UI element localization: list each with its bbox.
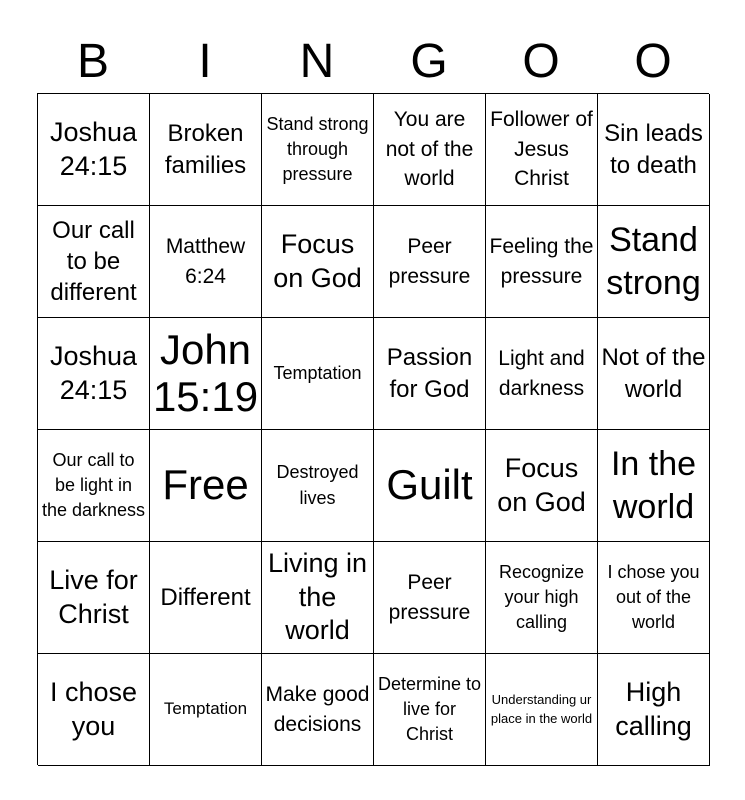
bingo-cell[interactable] xyxy=(374,94,486,206)
header-letter: B xyxy=(76,35,109,88)
cell-text: Stand strong xyxy=(606,221,701,302)
cell-text: Living in the world xyxy=(267,547,368,646)
bingo-cell[interactable] xyxy=(150,206,262,318)
cell-text: Understanding ur place in the world xyxy=(490,692,593,726)
cell-text: Guilt xyxy=(386,461,473,509)
bingo-cell[interactable] xyxy=(486,430,598,542)
header-letter: O xyxy=(522,35,560,88)
cell-text: John 15:19 xyxy=(152,326,259,420)
cell-text: Temptation xyxy=(273,362,362,383)
bingo-cell[interactable] xyxy=(150,654,262,766)
bingo-cell[interactable] xyxy=(262,654,374,766)
cell-text: Our call to be light in the darkness xyxy=(41,449,146,521)
cell-text: You are not of the world xyxy=(385,108,474,191)
cell-text: Light and darkness xyxy=(498,347,585,400)
cell-text: Different xyxy=(160,583,251,611)
cell-text: Joshua 24:15 xyxy=(49,340,138,405)
bingo-cell[interactable] xyxy=(598,542,710,654)
cell-text: Our call to be different xyxy=(50,216,137,307)
bingo-cell[interactable] xyxy=(598,206,710,318)
cell-text: Focus on God xyxy=(497,452,586,517)
cell-text: I chose you out of the world xyxy=(607,561,700,633)
header-letter: G xyxy=(410,35,448,88)
cell-text: Matthew 6:24 xyxy=(165,235,246,288)
bingo-cell[interactable] xyxy=(598,318,710,430)
bingo-cell[interactable] xyxy=(598,430,710,542)
cell-text: Determine to live for Christ xyxy=(377,673,482,745)
bingo-cell[interactable] xyxy=(374,318,486,430)
cell-text: In the world xyxy=(610,445,697,526)
header-letter: N xyxy=(299,35,335,88)
bingo-cell[interactable] xyxy=(374,542,486,654)
bingo-header xyxy=(37,30,709,94)
bingo-cell[interactable] xyxy=(38,542,150,654)
bingo-cell[interactable] xyxy=(486,654,598,766)
cell-text: Follower of Jesus Christ xyxy=(490,108,593,191)
bingo-cell[interactable] xyxy=(262,206,374,318)
cell-text: Passion for God xyxy=(386,344,473,403)
bingo-cell[interactable] xyxy=(262,430,374,542)
bingo-cell[interactable] xyxy=(374,206,486,318)
bingo-cell[interactable] xyxy=(38,206,150,318)
bingo-cell[interactable] xyxy=(262,542,374,654)
cell-text: Not of the world xyxy=(601,344,706,403)
bingo-cell[interactable] xyxy=(486,94,598,206)
bingo-cell[interactable] xyxy=(150,430,262,542)
bingo-cell[interactable] xyxy=(150,542,262,654)
cell-text: Sin leads to death xyxy=(604,120,703,179)
header-letter: O xyxy=(634,35,672,88)
bingo-cell[interactable] xyxy=(38,94,150,206)
cell-text: Free xyxy=(162,461,249,509)
cell-text: Peer pressure xyxy=(388,235,471,288)
cell-text: Joshua 24:15 xyxy=(49,116,138,181)
bingo-cell[interactable] xyxy=(374,654,486,766)
cell-text: High calling xyxy=(615,676,692,741)
bingo-cell[interactable] xyxy=(598,654,710,766)
bingo-cell[interactable] xyxy=(486,542,598,654)
bingo-cell[interactable] xyxy=(150,94,262,206)
bingo-cell[interactable] xyxy=(150,318,262,430)
bingo-cell[interactable] xyxy=(598,94,710,206)
bingo-cell[interactable] xyxy=(262,318,374,430)
bingo-cell[interactable] xyxy=(38,430,150,542)
bingo-cell[interactable] xyxy=(374,430,486,542)
cell-text: Make good decisions xyxy=(265,683,370,736)
bingo-cell[interactable] xyxy=(38,654,150,766)
bingo-cell[interactable] xyxy=(486,206,598,318)
cell-text: Recognize your high calling xyxy=(498,561,585,633)
cell-text: Live for Christ xyxy=(49,564,138,629)
cell-text: Destroyed lives xyxy=(276,462,359,508)
bingo-cell[interactable] xyxy=(262,94,374,206)
cell-text: Peer pressure xyxy=(388,571,471,624)
bingo-grid xyxy=(37,93,709,765)
bingo-cell[interactable] xyxy=(38,318,150,430)
header-letter: I xyxy=(198,35,212,88)
cell-text: Stand strong through pressure xyxy=(266,113,369,185)
cell-text: Broken families xyxy=(164,120,247,179)
cell-text: Temptation xyxy=(163,699,248,719)
cell-text: Focus on God xyxy=(273,228,362,293)
cell-text: I chose you xyxy=(49,676,138,741)
cell-text: Feeling the pressure xyxy=(489,235,594,288)
bingo-cell[interactable] xyxy=(486,318,598,430)
